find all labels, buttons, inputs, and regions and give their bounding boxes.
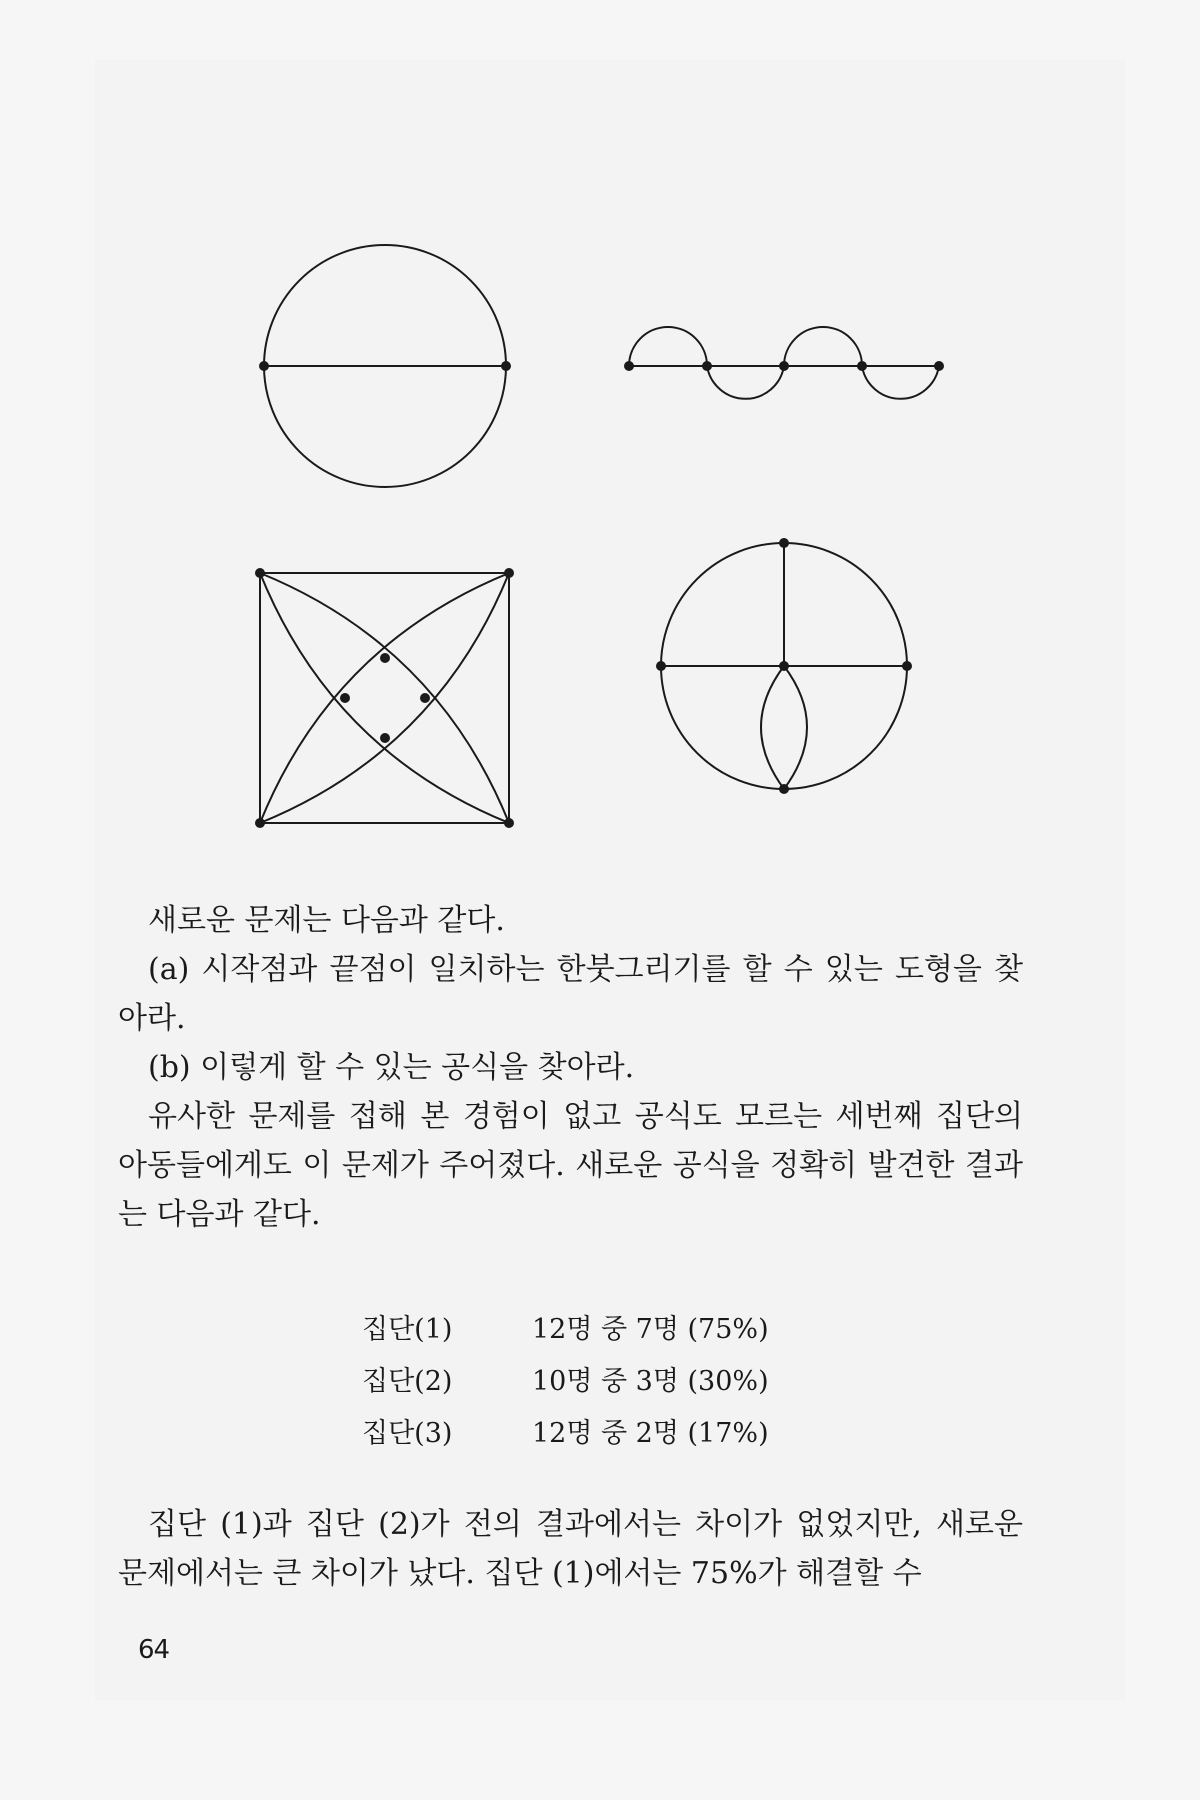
figure-circle-diameter [259,245,511,487]
group-result: 12명 중 2명 (17%) [532,1417,769,1449]
group-label: 집단(3) [362,1417,453,1449]
group-label: 집단(2) [362,1365,453,1397]
results-table [362,1300,769,1456]
lower-text [118,1500,1023,1598]
figure-square-arcs [255,568,514,828]
results-row [362,1352,769,1404]
page-number: 64 [138,1635,170,1665]
results-row [362,1404,769,1456]
upper-text [118,896,1023,1239]
results-row [362,1300,769,1352]
figure-circle-cross-lens [656,538,912,794]
group-result: 12명 중 7명 (75%) [532,1313,769,1345]
paragraph-2: 집단 (1)과 집단 (2)가 전의 결과에서는 차이가 없었지만, 새로운 문제에서는 큰 차이가 났다. 집단 (1)에서는 75%가 해결할 수 [118,1507,1023,1591]
question-b: (b) 이렇게 할 수 있는 공식을 찾아라. [148,1050,635,1085]
figure-wave-semicircles [624,327,944,399]
paragraph-1: 유사한 문제를 접해 본 경험이 없고 공식도 모르는 세번째 집단의 아동들에게도 이 문제가 주어졌다. 새로운 공식을 정확히 발견한 결과는 다음과 같다. [118,1099,1023,1232]
question-a: (a) 시작점과 끝점이 일치하는 한붓그리기를 할 수 있는 도형을 찾아라. [118,952,1023,1036]
group-result: 10명 중 3명 (30%) [532,1365,769,1397]
group-label: 집단(1) [362,1313,453,1345]
intro-text: 새로운 문제는 다음과 같다. [148,903,505,938]
